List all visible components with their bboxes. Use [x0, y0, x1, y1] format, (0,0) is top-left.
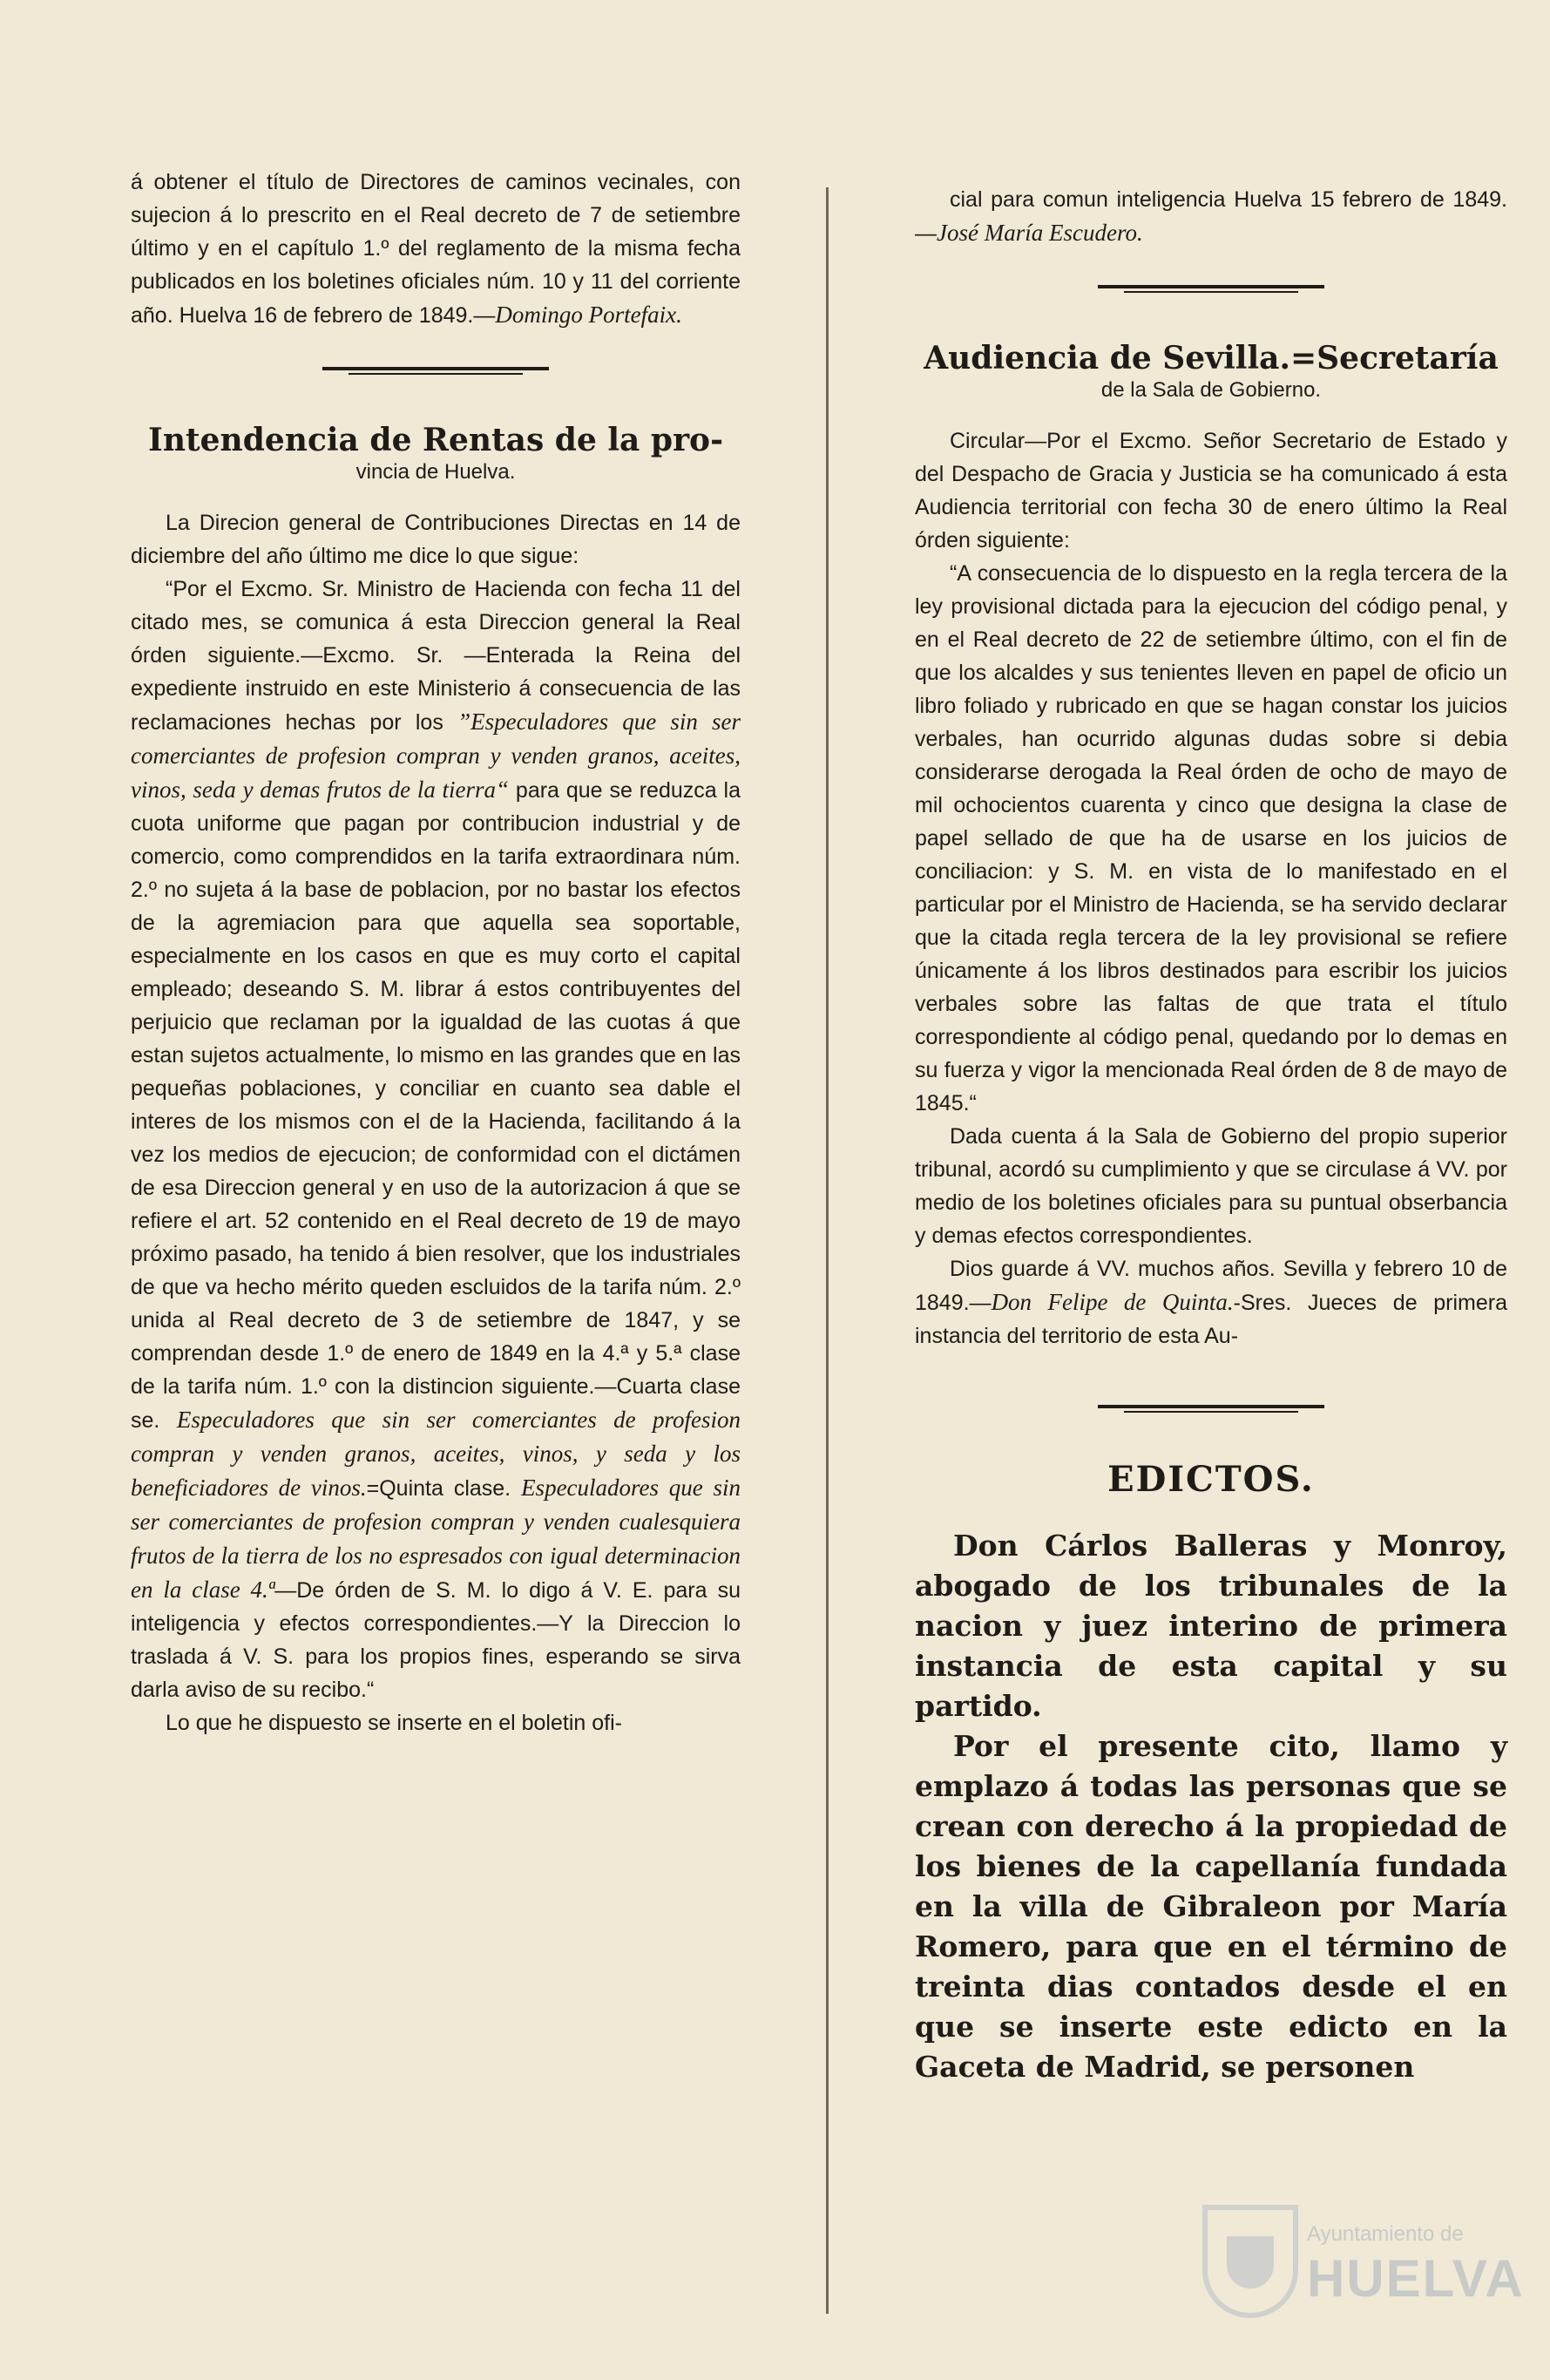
closing-signature: Don Felipe de Quinta.	[991, 1289, 1234, 1315]
quote-text-2: para que se reduzca la cuota uniforme que pagan por contribucion industrial y de comercio, como comprendidos en la tarifa extraordinara núm. 2.º no sujeta á la base de poblacion, por no bastar los efectos de la agremiacion para que aquella sea soportable, especialmente en los casos en que es muy corto el capital empleado; deseando S. M. librar á estos contribuyentes del perjuicio que reclaman por la igualdad de las cuotas á que estan sujetos actualmente, lo mismo en las grandes que en las pequeñas poblaciones, y conciliar en cuanto sea dable el interes de los mismos con el de la Hacienda, facilitando á la vez los medios de ejecucion; de conformidad con el dictámen de esa Direccion general y en uso de la autorizacion á que se refiere el art. 52 contenido en el Real decreto de 19 de mayo próximo pasado, ha tenido á bien resolver, que los industriales de que va hecho mérito queden escluidos de la tarifa núm. 2.º unida al Real decreto de 3 de setiembre de 1847, y se comprendan desde 1.º de enero de 1849 en la 4.ª y 5.ª clase de la tarifa núm. 1.º con la distincion siguiente.—Cuarta clase se.	[131, 778, 741, 1433]
circular-paragraph: Circular—Por el Excmo. Señor Secretario de Estado y del Despacho de Gracia y Justicia se ha comunicado á esta Audiencia territorial con fecha 30 de enero último la Real órden siguiente:	[915, 429, 1507, 553]
circular-quote: “A consecuencia de lo dispuesto en la regla tercera de la ley provisional dictada para la ejecucion del código penal, y en el Real decreto de 22 de setiembre último, con el fin de que los alcaldes y sus tenientes lleven en papel de oficio un libro foliado y rubricado en que se hagan constar los juicios verbales, han ocurrido algunas dudas sobre si debia considerarse derogada la Real órden de ocho de mayo de mil ochocientos cuarenta y cinco que designa la clase de papel sellado de que ha de usarse en los juicios de conciliacion: y S. M. en vista de lo manifestado en el particular por el Ministro de Hacienda, se ha servido declarar que la citada regla tercera de la ley provisional se refiere únicamente á los libros destinados para escribir los juicios verbales sobre las faltas de que trata el título correspondiente al código penal, quedando por lo demas en su fuerza y vigor la mencionada Real órden de 8 de mayo de 1845.“	[915, 561, 1507, 1115]
intro-signature: Domingo Portefaix.	[495, 302, 682, 328]
separator-rule	[1098, 285, 1324, 295]
closing-text-1: Dios guarde á VV. muchos años. Sevilla y febrero 10 de 1849.—	[915, 1257, 1507, 1315]
sala-paragraph: Dada cuenta á la Sala de Gobierno del propio superior tribunal, acordó su cumplimiento y que se circulase á VV. por medio de los boletines oficiales para su puntual obserbancia y demas efectos correspondientes.	[915, 1124, 1507, 1248]
closing-text-2: -Sres. Jueces de primera instancia del territorio de esta Au-	[915, 1291, 1507, 1348]
edicts-title: EDICTOS.	[1107, 1459, 1315, 1500]
city-crest-icon	[1202, 2205, 1298, 2318]
quote-text-1: “Por el Excmo. Sr. Ministro de Hacienda con fecha 11 del citado mes, se comunica á esta Direccion general la Real órden siguiente.—Excmo. Sr. —Enterada la Reina del expediente instruido en este Ministerio á consecuencia de las reclamaciones hechas por los	[131, 577, 741, 735]
separator-rule	[1098, 1405, 1324, 1415]
quote-text-3: =Quinta clase.	[366, 1476, 522, 1501]
intendencia-paragraph: La Direcion general de Contribuciones Directas en 14 de diciembre del año último me dice lo que sigue:	[131, 511, 741, 568]
quote-italic-2: Especuladores que sin ser comerciantes de profesion compran y venden granos, aceites, vinos, y seda y los beneficiadores de vinos.	[131, 1407, 741, 1501]
column-divider	[826, 187, 829, 2314]
quote-italic-1: ”Especuladores que sin ser comerciantes de profesion compran y venden granos, aceites, vinos, seda y demas frutos de la tierra“	[131, 709, 741, 803]
left-column	[131, 166, 741, 1739]
continuation-signature: José María Escudero.	[937, 220, 1143, 246]
closing-paragraph	[915, 1252, 1507, 1353]
right-column	[915, 183, 1507, 2087]
section-subtitle-audiencia: de la Sala de Gobierno.	[1100, 378, 1322, 402]
real-orden-quote	[131, 573, 741, 1706]
watermark-line1: Ayuntamiento de	[1307, 2222, 1464, 2246]
continuation-paragraph	[915, 183, 1507, 250]
watermark-line2: HUELVA	[1307, 2249, 1525, 2308]
ayuntamiento-watermark	[1202, 2205, 1525, 2353]
edict-body: Por el presente cito, llamo y emplazo á todas las personas que se crean con derecho á la propiedad de los bienes de la capellanía fundada en la villa de Gibraleon por María Romero, para que en el término de treinta dias contados desde el en que se inserte este edicto en la Gaceta de Madrid, se personen	[915, 1729, 1507, 2084]
section-subtitle-intendencia: vincia de Huelva.	[355, 460, 516, 484]
intro-paragraph: á obtener el título de Directores de caminos vecinales, con sujecion á lo prescrito en el Real decreto de 7 de setiembre último y en el capítulo 1.º del reglamento de la misma fecha publicados en los boletines oficiales núm. 10 y 11 del corriente año. Huelva 16 de febrero de 1849.—Domingo Portefaix.	[131, 170, 741, 328]
continuation-text: cial para comun inteligencia Huelva 15 febrero de 1849.—	[915, 187, 1507, 246]
separator-rule	[322, 367, 549, 377]
intro-text: á obtener el título de Directores de caminos vecinales, con sujecion á lo prescrito en el Real decreto de 7 de setiembre último y en el capítulo 1.º del reglamento de la misma fecha publicados en los boletines oficiales núm. 10 y 11 del corriente año. Huelva 16 de febrero de 1849.	[131, 170, 741, 328]
closing-line: Lo que he dispuesto se inserte en el boletin ofi-	[166, 1711, 622, 1735]
quote-italic-3: Especuladores que sin ser comerciantes de profesion compran y venden cualesquiera frutos de la tierra de los no espresados con igual determinacion en la clase 4.ª	[131, 1475, 741, 1603]
quote-text-4: —De órden de S. M. lo digo á V. E. para su inteligencia y efectos correspondientes.—Y la Direccion lo traslada á V. S. para los propios fines, esperando se sirva darla aviso de su recibo.“	[131, 1578, 741, 1702]
section-title-intendencia: Intendencia de Rentas de la pro-	[147, 422, 724, 458]
section-title-audiencia: Audiencia de Sevilla.=Secretaría	[924, 340, 1499, 376]
edict-intro: Don Cárlos Balleras y Monroy, abogado de los tribunales de la nacion y juez interino de primera instancia de esta capital y su partido.	[915, 1529, 1507, 1723]
